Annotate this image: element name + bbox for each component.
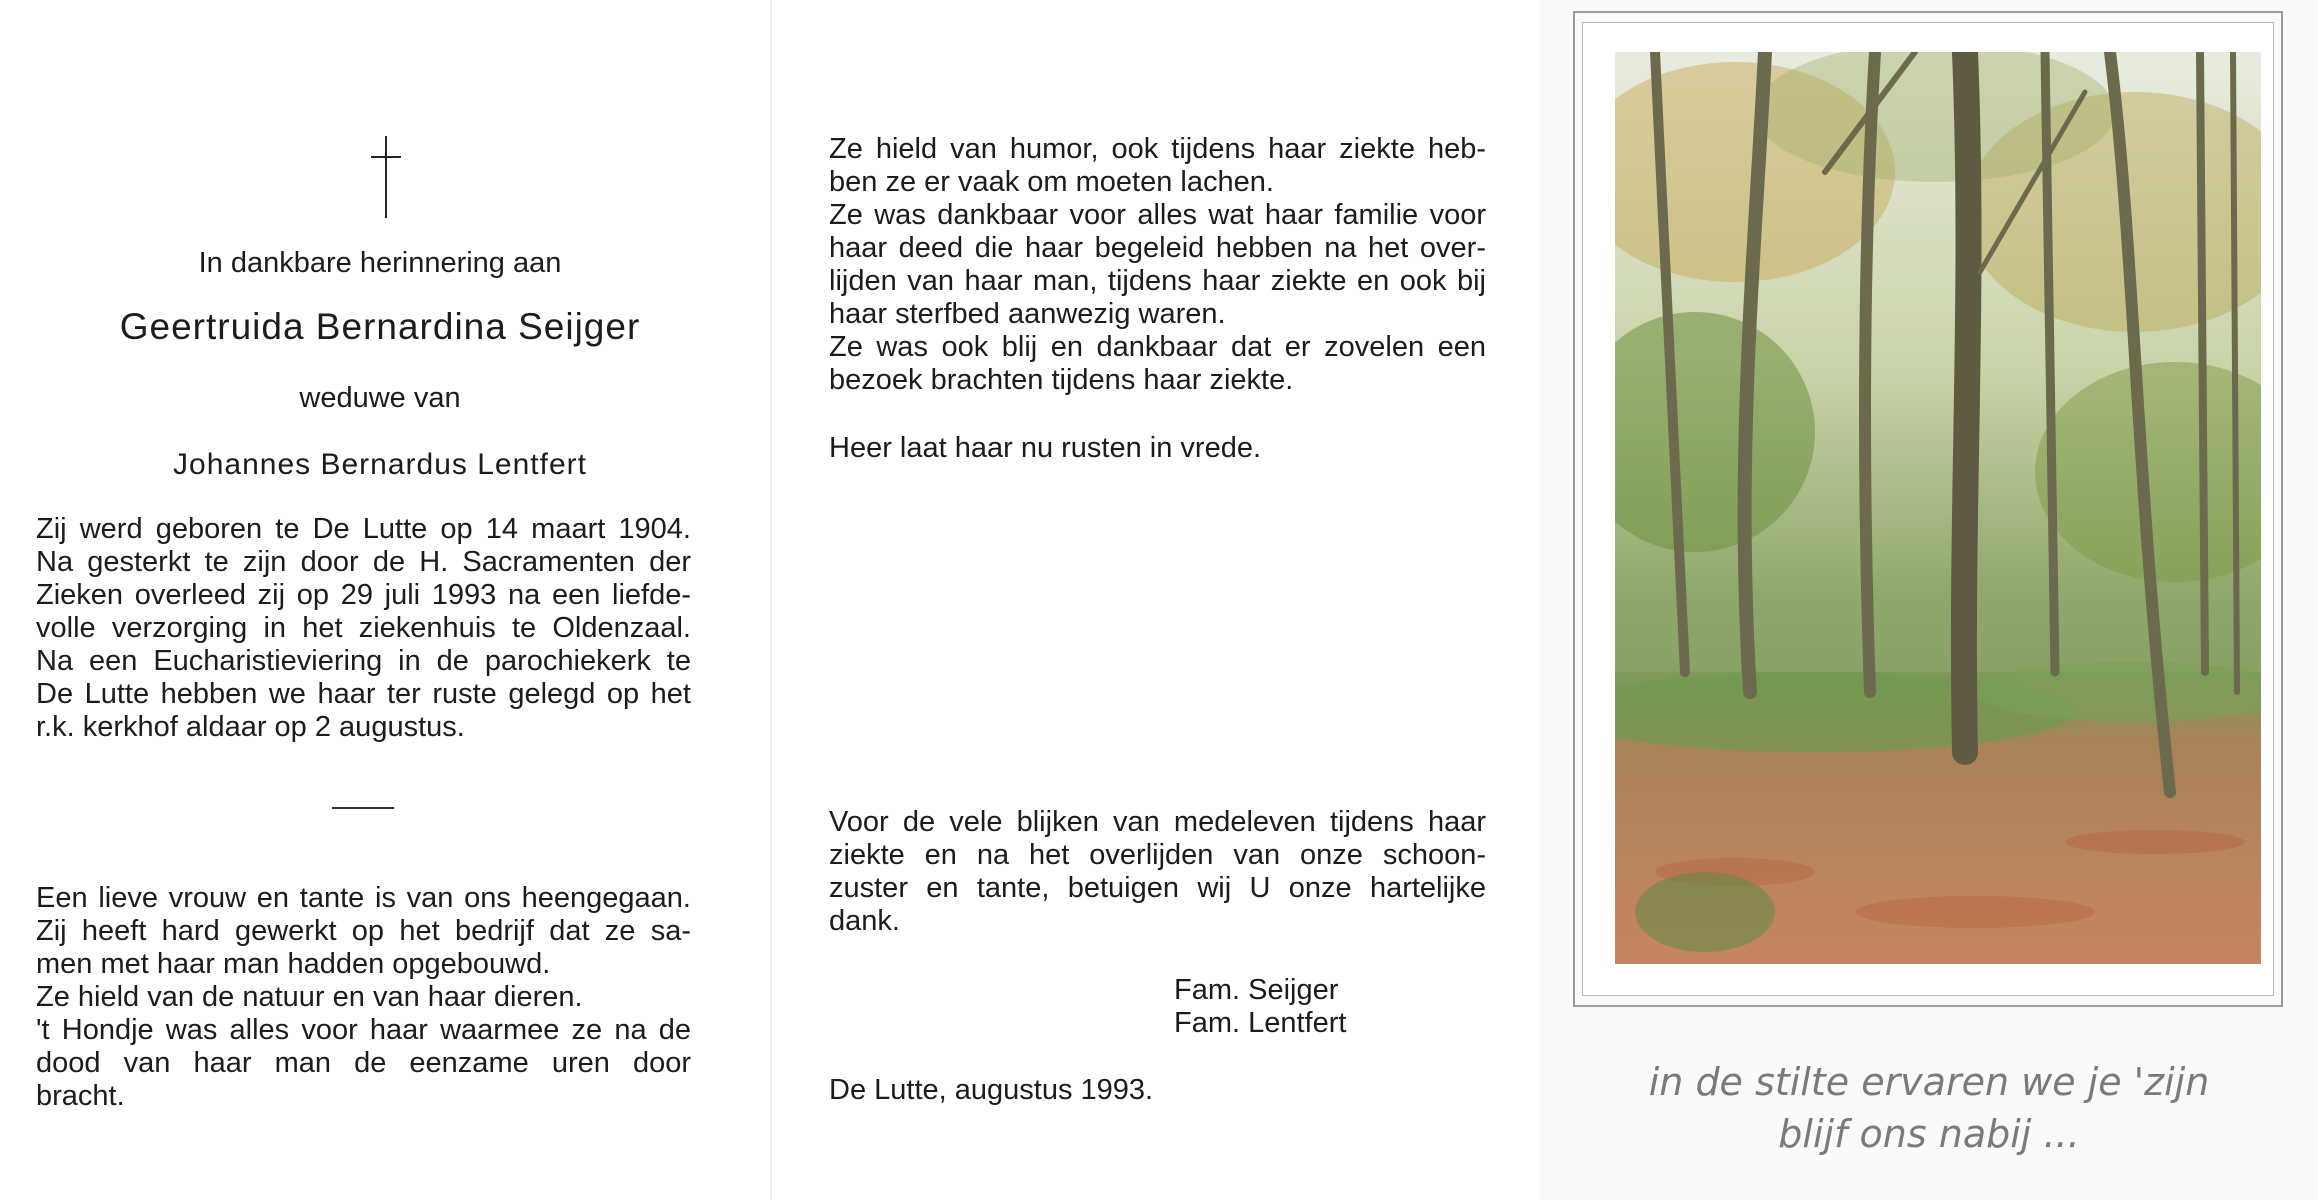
tribute-line: men met haar man hadden opgebouwd. (36, 948, 551, 980)
bio-line: volle verzorging in het ziekenhuis te Oldenzaal. (36, 612, 691, 644)
signer-lentfert: Fam. Lentfert (1174, 1007, 1347, 1039)
bio-line: r.k. kerkhof aldaar op 2 augustus. (36, 711, 465, 743)
caption-line-2: blijf ons nabij ... (1778, 1112, 2080, 1156)
left-panel (0, 0, 770, 1200)
prayer-line: Heer laat haar nu rusten in vrede. (829, 432, 1262, 464)
tribute-line: Een lieve vrouw en tante is van ons heengegaan. (36, 882, 691, 914)
middle-panel (770, 0, 1540, 1200)
right-panel (1540, 0, 2318, 1200)
forest-photo (1615, 52, 2261, 964)
bio-line: Zieken overleed zij op 29 juli 1993 na een liefde- (36, 579, 691, 611)
thanks-line: ziekte en na het overlijden van onze schoon- (829, 839, 1486, 871)
tribute-line: Ze hield van de natuur en van haar dieren. (36, 981, 583, 1013)
bio-line: Zij werd geboren te De Lutte op 14 maart 1904. (36, 513, 691, 545)
deceased-name: Geertruida Bernardina Seijger (119, 306, 641, 347)
husband-name: Johannes Bernardus Lentfert (173, 448, 587, 481)
tribute-paragraph (36, 882, 691, 1113)
humor-line: ben ze er vaak om moeten lachen. (829, 166, 1274, 198)
thanks-line: zuster en tante, betuigen wij U onze hartelijke (829, 872, 1486, 904)
humor-line: bezoek brachten tijdens haar ziekte. (829, 364, 1294, 396)
humor-line: Ze was ook blij en dankbaar dat er zovelen een (829, 331, 1486, 363)
humor-line: haar deed die haar begeleid hebben na het over- (829, 232, 1486, 264)
thanks-line: dank. (829, 905, 900, 937)
cross-icon (371, 136, 401, 218)
forest-illustration (1615, 52, 2261, 964)
bio-line: Na gesterkt te zijn door de H. Sacramenten der (36, 546, 691, 578)
tribute-line: bracht. (36, 1080, 125, 1112)
signer-seijger: Fam. Seijger (1174, 974, 1339, 1006)
humor-line: haar sterfbed aanwezig waren. (829, 298, 1226, 330)
bio-line: Na een Eucharistieviering in de parochiekerk te (36, 645, 691, 677)
place-date: De Lutte, augustus 1993. (829, 1074, 1154, 1106)
caption-line-1: in de stilte ervaren we je 'zijn (1648, 1060, 2210, 1104)
thanks-line: Voor de vele blijken van medeleven tijdens haar (829, 806, 1486, 838)
humor-line: Ze was dankbaar voor alles wat haar familie voor (829, 199, 1486, 231)
humor-paragraph (829, 133, 1486, 397)
humor-line: lijden van haar man, tijdens haar ziekte en ook bij (829, 265, 1486, 297)
thanks-paragraph (829, 806, 1486, 938)
signers-block (1174, 974, 1346, 1040)
intro-text: In dankbare herinnering aan (198, 247, 562, 279)
biography-paragraph (36, 513, 691, 744)
humor-line: Ze hield van humor, ook tijdens haar ziekte heb- (829, 133, 1486, 165)
tribute-line: Zij heeft hard gewerkt op het bedrijf dat ze sa- (36, 915, 691, 947)
tribute-line: 't Hondje was alles voor haar waarmee ze na de (36, 1014, 691, 1046)
bio-line: De Lutte hebben we haar ter ruste gelegd op het (36, 678, 691, 710)
widow-of-text: weduwe van (299, 382, 461, 414)
section-divider (332, 807, 394, 809)
tribute-line: dood van haar man de eenzame uren door (36, 1047, 691, 1079)
